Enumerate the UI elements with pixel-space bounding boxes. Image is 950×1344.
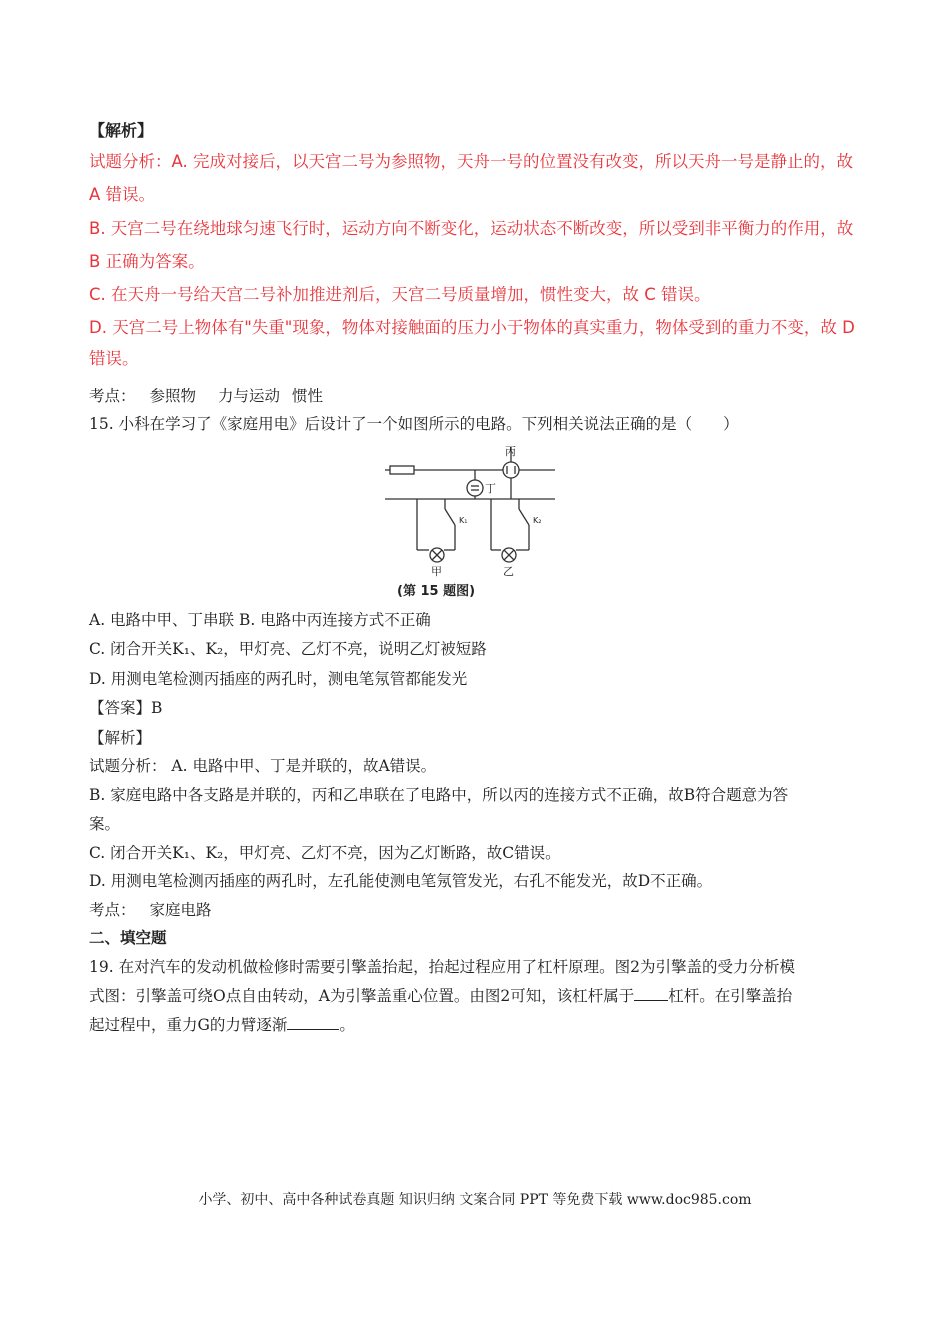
kaodian-item: 惯性: [292, 387, 324, 405]
kaodian-item: 参照物: [149, 387, 197, 405]
q15-stem: 15. 小科在学习了《家庭用电》后设计了一个如图所示的电路。下列相关说法正确的是（ ）: [89, 415, 739, 433]
label-ding: 丁: [485, 482, 496, 495]
section-title: 二、填空题: [89, 928, 167, 947]
analysis-line-1: 试题分析：A. 完成对接后，以天宫二号为参照物，天舟一号的位置没有改变，所以天舟一号是静止的，故: [89, 152, 853, 171]
figure-caption: (第 15 题图): [397, 584, 476, 599]
answer-blank-2[interactable]: [287, 1015, 339, 1030]
analysis-line-6: D. 天宫二号上物体有"失重"现象，物体对接触面的压力小于物体的真实重力，物体受到的重力不变，故 D: [89, 318, 855, 337]
q15-analysis-4: C. 闭合开关K₁、K₂，甲灯亮、乙灯不亮，因为乙灯断路，故C错误。: [89, 844, 561, 862]
switch-k1-icon: [445, 509, 455, 525]
label-bing: 丙: [505, 445, 516, 458]
analysis-line-7: 错误。: [89, 349, 139, 368]
label-k1: K₁: [459, 516, 468, 525]
q19-line-2: [89, 986, 879, 1006]
answer-blank-1[interactable]: [634, 986, 668, 1001]
q19-line-1: 19. 在对汽车的发动机做检修时需要引擎盖抬起，抬起过程应用了杠杆原理。图2为引擎盖的受力分析模: [89, 958, 795, 976]
kaodian-item: 家庭电路: [149, 901, 212, 919]
q15-analysis-5: D. 用测电笔检测丙插座的两孔时，左孔能使测电笔氖管发光，右孔不能发光，故D不正确。: [89, 872, 713, 890]
page-footer: 小学、初中、高中各种试卷真题 知识归纳 文案合同 PPT 等免费下载 www.doc985.com: [198, 1192, 752, 1208]
analysis-line-5: C. 在天舟一号给天宫二号补加推进剂后，天宫二号质量增加，惯性变大，故 C 错误。: [89, 285, 711, 304]
circuit-diagram: [385, 443, 570, 601]
kaodian-row-1: [89, 386, 879, 406]
q15-option-c: C. 闭合开关K₁、K₂，甲灯亮、乙灯不亮，说明乙灯被短路: [89, 640, 487, 658]
fuse-icon: [390, 466, 414, 474]
analysis-heading: 【解析】: [89, 121, 154, 140]
q19-line-2b: 杠杆。在引擎盖抬: [668, 987, 793, 1005]
q15-analysis-2: B. 家庭电路中各支路是并联的，丙和乙串联在了电路中，所以丙的连接方式不正确，故B符合题意为答: [89, 786, 789, 804]
q15-analysis-3: 案。: [89, 815, 121, 833]
q15-option-ab: A. 电路中甲、丁串联 B. 电路中丙连接方式不正确: [89, 611, 431, 629]
q15-analysis-1: 试题分析： A. 电路中甲、丁是并联的，故A错误。: [89, 757, 437, 775]
q19-line-3b: 。: [339, 1016, 355, 1034]
analysis-line-3: B. 天宫二号在绕地球匀速飞行时，运动方向不断变化，运动状态不断改变，所以受到非平衡力的作用，故: [89, 219, 854, 238]
analysis-line-4: B 正确为答案。: [89, 252, 205, 271]
kaodian-label: 考点：: [89, 901, 136, 919]
analysis-line-2: A 错误。: [89, 185, 156, 204]
q15-option-d: D. 用测电笔检测丙插座的两孔时，测电笔氖管都能发光: [89, 670, 468, 688]
socket-ding-icon: [467, 480, 483, 496]
socket-bing-icon: [503, 462, 519, 478]
q19-line-3a: 起过程中，重力G的力臂逐渐: [89, 1016, 288, 1034]
switch-k2-icon: [519, 509, 529, 525]
q19-line-2a: 式图：引擎盖可绕O点自由转动，A为引擎盖重心位置。由图2可知，该杠杆属于: [89, 987, 635, 1005]
label-jia: 甲: [431, 565, 442, 578]
label-yi: 乙: [503, 565, 514, 578]
kaodian-item: 力与运动: [218, 387, 281, 405]
q15-answer: 【答案】B: [89, 699, 163, 717]
kaodian-row-2: [89, 900, 879, 920]
label-k2: K₂: [533, 516, 542, 525]
q15-analysis-heading: 【解析】: [89, 729, 152, 747]
q19-line-3: [89, 1015, 879, 1035]
kaodian-label: 考点：: [89, 387, 136, 405]
